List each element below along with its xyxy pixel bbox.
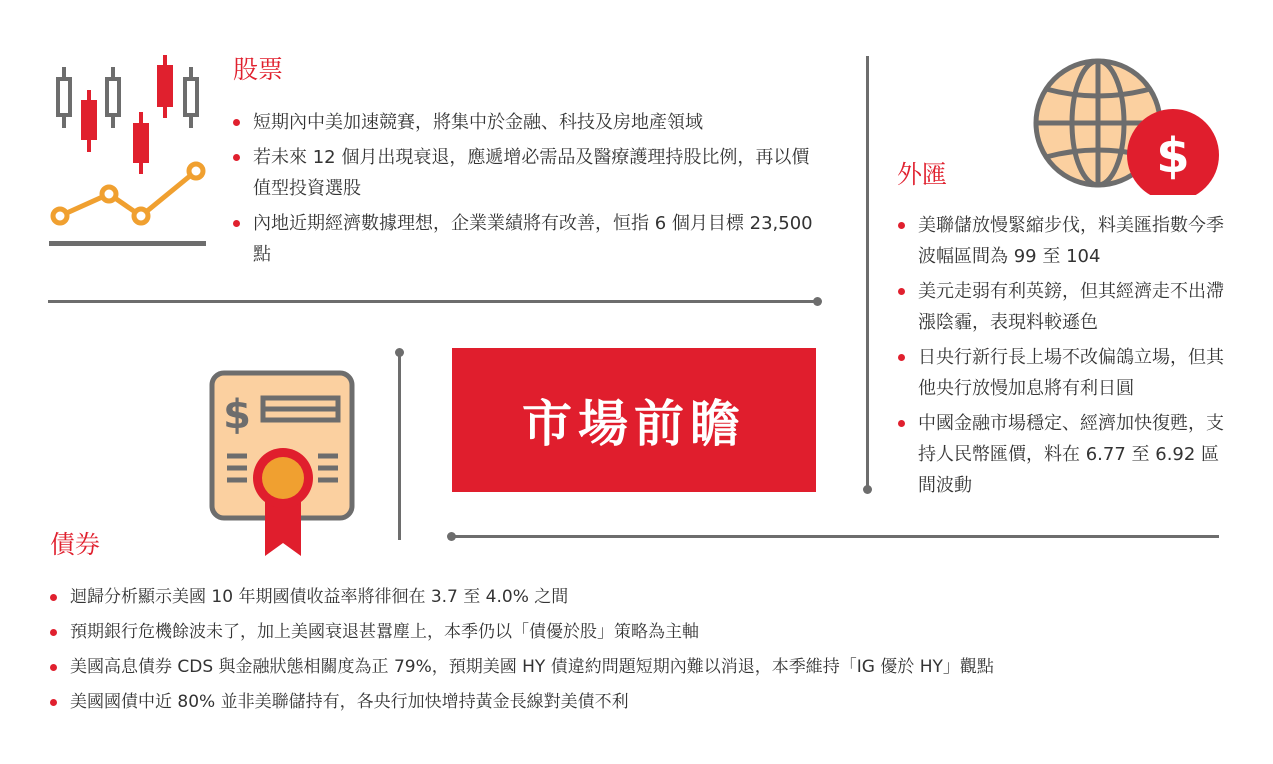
market-outlook-banner bbox=[452, 348, 816, 492]
banner-title: 市場前瞻 bbox=[522, 395, 746, 453]
forex-list bbox=[898, 210, 1228, 505]
list-item: 預期銀行危機餘波未了，加上美國衰退甚囂塵上，本季仍以「債優於股」策略為主軸 bbox=[50, 621, 1250, 644]
divider-dot bbox=[863, 485, 872, 494]
globe-dollar-icon bbox=[1028, 55, 1223, 195]
list-item: 美聯儲放慢緊縮步伐，料美匯指數今季波幅區間為 99 至 104 bbox=[898, 210, 1228, 272]
list-item: 內地近期經濟數據理想，企業業績將有改善，恒指 6 個月目標 23,500 點 bbox=[233, 208, 823, 270]
list-item: 迴歸分析顯示美國 10 年期國債收益率將徘徊在 3.7 至 4.0% 之間 bbox=[50, 586, 1250, 609]
dollar-symbol: $ bbox=[223, 392, 251, 438]
list-item: 日央行新行長上場不改偏鴿立場，但其他央行放慢加息將有利日圓 bbox=[898, 342, 1228, 404]
divider-line bbox=[866, 56, 869, 490]
divider-dot bbox=[813, 297, 822, 306]
divider-line bbox=[452, 535, 1219, 538]
dollar-symbol: $ bbox=[1156, 128, 1190, 184]
list-item: 美國高息債券 CDS 與金融狀態相關度為正 79%，預期美國 HY 債違約問題短期內難以消退，本季維持「IG 優於 HY」觀點 bbox=[50, 656, 1250, 679]
list-item: 短期內中美加速競賽，將集中於金融、科技及房地產領域 bbox=[233, 107, 823, 138]
stocks-list bbox=[233, 107, 823, 274]
bonds-list bbox=[50, 586, 1250, 726]
list-item: 美元走弱有利英鎊，但其經濟走不出滯漲陰霾，表現料較遜色 bbox=[898, 276, 1228, 338]
divider-line bbox=[398, 353, 401, 540]
bonds-title: 債券 bbox=[50, 530, 101, 559]
bond-certificate-icon bbox=[205, 368, 360, 560]
stock-chart-icon bbox=[46, 50, 211, 255]
forex-title: 外匯 bbox=[897, 160, 948, 189]
list-item: 中國金融市場穩定、經濟加快復甦，支持人民幣匯價，料在 6.77 至 6.92 區間波動 bbox=[898, 408, 1228, 501]
divider-line bbox=[48, 300, 818, 303]
divider-dot bbox=[447, 532, 456, 541]
list-item: 美國國債中近 80% 並非美聯儲持有，各央行加快增持黃金長線對美債不利 bbox=[50, 691, 1250, 714]
list-item: 若未來 12 個月出現衰退，應遞增必需品及醫療護理持股比例，再以價值型投資選股 bbox=[233, 142, 823, 204]
divider-dot bbox=[395, 348, 404, 357]
stocks-title: 股票 bbox=[233, 55, 284, 84]
